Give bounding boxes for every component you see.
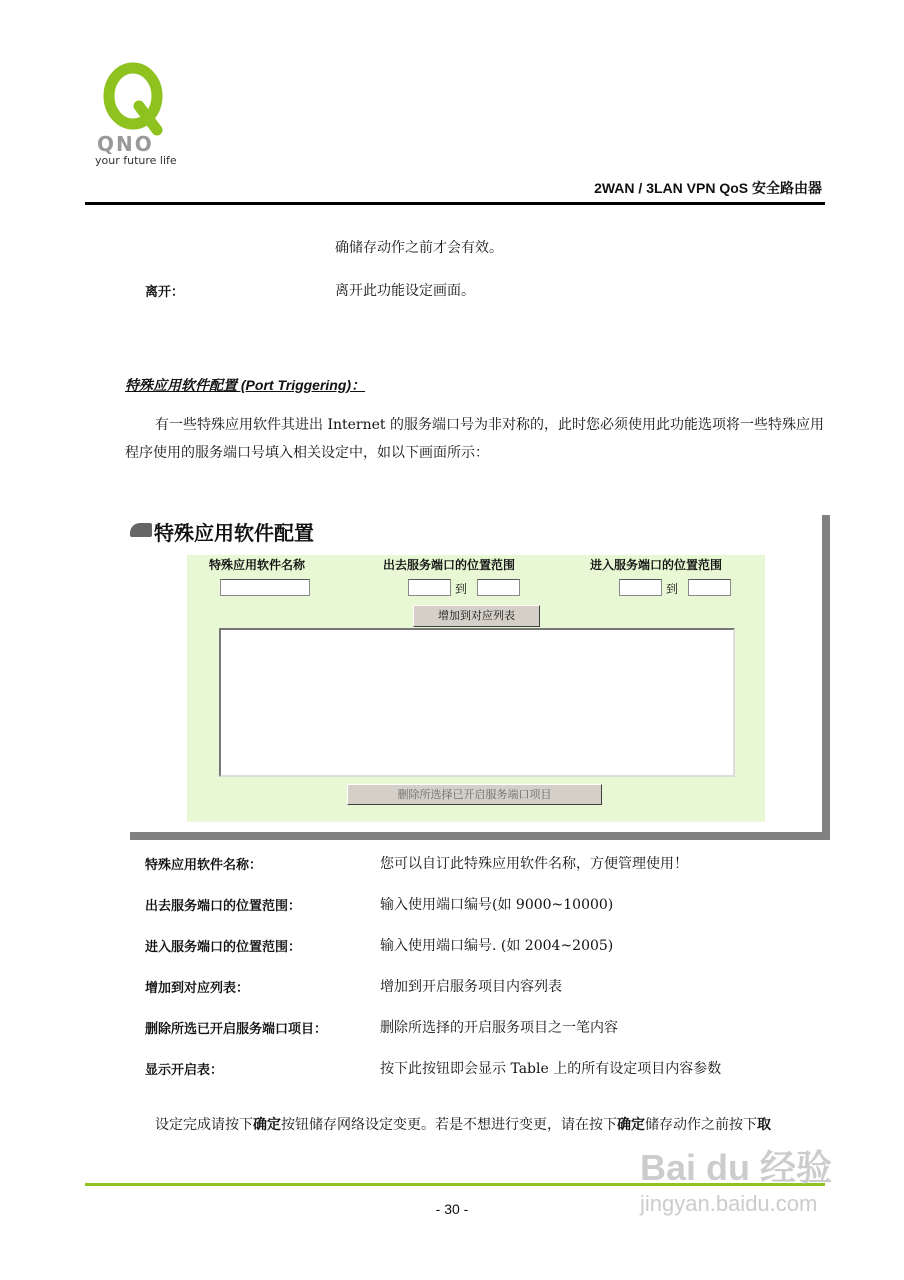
section-title: 特殊应用软件配置 (Port Triggering)： (125, 377, 366, 393)
out-port-from-input[interactable] (408, 579, 451, 596)
closing-bold: 取 (757, 1117, 771, 1133)
header-title: 2WAN / 3LAN VPN QoS 安全路由器 (594, 180, 822, 196)
def-label: 出去服务端口的位置范围： (145, 899, 302, 914)
form-area (187, 555, 765, 822)
in-port-from-input[interactable] (619, 579, 662, 596)
section-paragraph: 有一些特殊应用软件其进出 Internet 的服务端口号为非对称的，此时您必须使用此功能选项将一些特殊应用程序使用的服务端口号填入相关设定中，如以下画面所示： (125, 417, 824, 461)
closing-bold: 确定 (253, 1117, 281, 1133)
triggering-list[interactable] (219, 628, 735, 777)
def-desc: 删除所选择的开启服务项目之一笔内容 (380, 1020, 618, 1036)
logo-wordmark: QNO (97, 132, 154, 156)
col-out-header: 出去服务端口的位置范围 (383, 558, 516, 572)
intro-continued: 确储存动作之前才会有效。 (335, 240, 503, 256)
watermark-logo: Bai du 经验 (640, 1147, 833, 1188)
qno-logo (95, 60, 185, 170)
leave-desc: 离开此功能设定画面。 (335, 283, 475, 299)
def-desc: 您可以自订此特殊应用软件名称，方便管理使用！ (380, 856, 688, 872)
def-label: 显示开启表： (145, 1063, 224, 1078)
closing-text: 设定完成请按下 (155, 1117, 253, 1133)
def-label: 进入服务端口的位置范围： (145, 940, 302, 955)
def-label: 增加到对应列表： (145, 981, 250, 996)
def-desc: 输入使用端口编号(如 9000~10000) (380, 897, 614, 913)
page-number: - 30 - (435, 1201, 469, 1217)
def-desc: 输入使用端口编号. (如 2004~2005) (380, 938, 614, 954)
delete-selected-button[interactable]: 删除所选择已开启服务端口项目 (347, 784, 602, 805)
closing-bold: 确定 (617, 1117, 645, 1133)
panel-title (130, 517, 314, 546)
app-name-input[interactable] (220, 579, 310, 596)
out-port-to-input[interactable] (477, 579, 520, 596)
def-label: 删除所选已开启服务端口项目： (145, 1022, 328, 1037)
def-desc: 按下此按钮即会显示 Table 上的所有设定项目内容参数 (380, 1061, 722, 1077)
panel-shadow-right (822, 515, 830, 840)
header-divider (85, 202, 825, 205)
panel-shadow-bottom (130, 832, 830, 840)
def-desc: 增加到开启服务项目内容列表 (380, 979, 562, 995)
col-in-header: 进入服务端口的位置范围 (590, 558, 723, 572)
in-to-label: 到 (666, 582, 679, 596)
title-bullet-icon (130, 523, 152, 537)
closing-paragraph (155, 1114, 771, 1134)
col-name-header: 特殊应用软件名称 (209, 558, 306, 572)
leave-label: 离开： (145, 285, 185, 300)
out-to-label: 到 (455, 582, 468, 596)
logo-tagline: your future life (95, 154, 177, 167)
add-to-list-button[interactable]: 增加到对应列表 (413, 605, 540, 627)
panel-title-text: 特殊应用软件配置 (154, 521, 314, 545)
baidu-watermark (640, 1140, 832, 1217)
in-port-to-input[interactable] (688, 579, 731, 596)
port-triggering-screenshot (130, 515, 830, 840)
def-label: 特殊应用软件名称： (145, 858, 263, 873)
closing-text: 按钮储存网络设定变更。若是不想进行变更，请在按下 (281, 1117, 617, 1133)
watermark-url: jingyan.baidu.com (640, 1191, 818, 1216)
closing-text: 储存动作之前按下 (645, 1117, 757, 1133)
